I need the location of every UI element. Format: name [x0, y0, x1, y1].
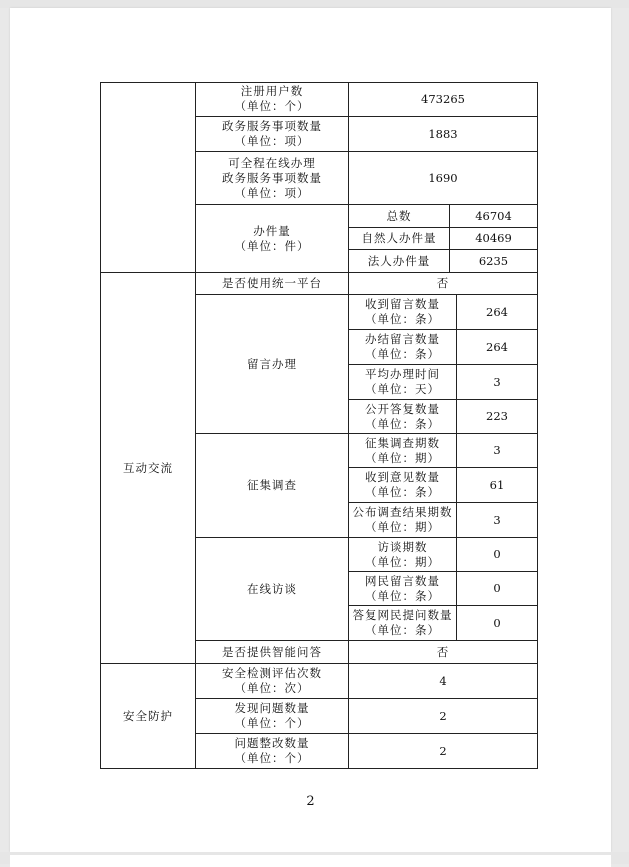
interaction-category: 互动交流	[123, 460, 173, 475]
issues-found-label: 发现问题数量 （单位：个）	[234, 701, 310, 730]
survey-periods-value: 3	[493, 443, 501, 457]
netizen-replies-value: 0	[493, 615, 501, 630]
opinions-received-value: 61	[489, 477, 505, 492]
cases-total-value: 46704	[475, 208, 512, 223]
survey-results-value: 3	[493, 512, 501, 527]
smart-qa-value: 否	[436, 644, 450, 659]
page-number: 2	[306, 794, 315, 809]
public-replies-value: 223	[486, 409, 508, 423]
document-page	[10, 8, 611, 852]
issues-fixed-label: 问题整改数量 （单位：个）	[234, 736, 310, 765]
netizen-messages-value: 0	[493, 581, 501, 595]
cases-legal-label: 法人办件量	[367, 253, 431, 268]
public-replies-label: 公开答复数量 （单位：条）	[365, 401, 440, 431]
registered-users-label: 注册用户数 （单位：个）	[234, 84, 310, 113]
unified-platform-label: 是否使用统一平台	[222, 276, 322, 290]
messages-received-label: 收到留言数量 （单位：条）	[365, 297, 440, 326]
cases-legal-value: 6235	[478, 253, 509, 268]
survey-label: 征集调查	[247, 478, 297, 492]
online-items-value: 1690	[428, 170, 458, 185]
online-items-label: 可全程在线办理 政务服务事项数量 （单位：项）	[222, 155, 322, 200]
smart-qa-label: 是否提供智能问答	[222, 644, 322, 659]
survey-results-label: 公布调查结果期数 （单位：期）	[352, 505, 453, 534]
security-category: 安全防护	[123, 708, 173, 723]
issues-found-value: 2	[439, 708, 447, 723]
cases-total-label: 总数	[386, 208, 412, 223]
messages-label: 留言办理	[247, 356, 297, 371]
gov-service-items-value: 1883	[428, 126, 458, 141]
security-checks-value: 4	[439, 673, 447, 688]
interview-label: 在线访谈	[247, 581, 297, 596]
next-page-sheet	[10, 855, 611, 867]
survey-periods-label: 征集调查期数 （单位：期）	[365, 435, 440, 465]
issues-fixed-value: 2	[439, 743, 447, 758]
security-checks-label: 安全检测评估次数 （单位：次）	[222, 666, 322, 695]
cases-individual-value: 40469	[475, 231, 512, 245]
cases-label: 办件量 （单位：件）	[234, 223, 310, 253]
unified-platform-value: 否	[436, 276, 450, 290]
messages-closed-value: 264	[486, 339, 508, 354]
netizen-replies-label: 答复网民提问数量 （单位：条）	[352, 608, 453, 637]
interview-periods-value: 0	[493, 547, 501, 561]
registered-users-value: 473265	[421, 91, 465, 106]
gov-service-items-label: 政务服务事项数量 （单位：项）	[222, 119, 322, 148]
cases-individual-label: 自然人办件量	[361, 231, 437, 245]
next-page-edge	[0, 852, 629, 864]
netizen-messages-label: 网民留言数量 （单位：条）	[365, 573, 440, 603]
messages-received-value: 264	[486, 304, 508, 319]
previous-page-edge	[0, 0, 629, 8]
avg-handling-time-label: 平均办理时间 （单位：天）	[365, 367, 440, 396]
opinions-received-label: 收到意见数量 （单位：条）	[365, 470, 440, 499]
messages-closed-label: 办结留言数量 （单位：条）	[365, 332, 440, 361]
avg-handling-time-value: 3	[493, 374, 501, 389]
interview-periods-label: 访谈期数 （单位：期）	[365, 539, 440, 569]
